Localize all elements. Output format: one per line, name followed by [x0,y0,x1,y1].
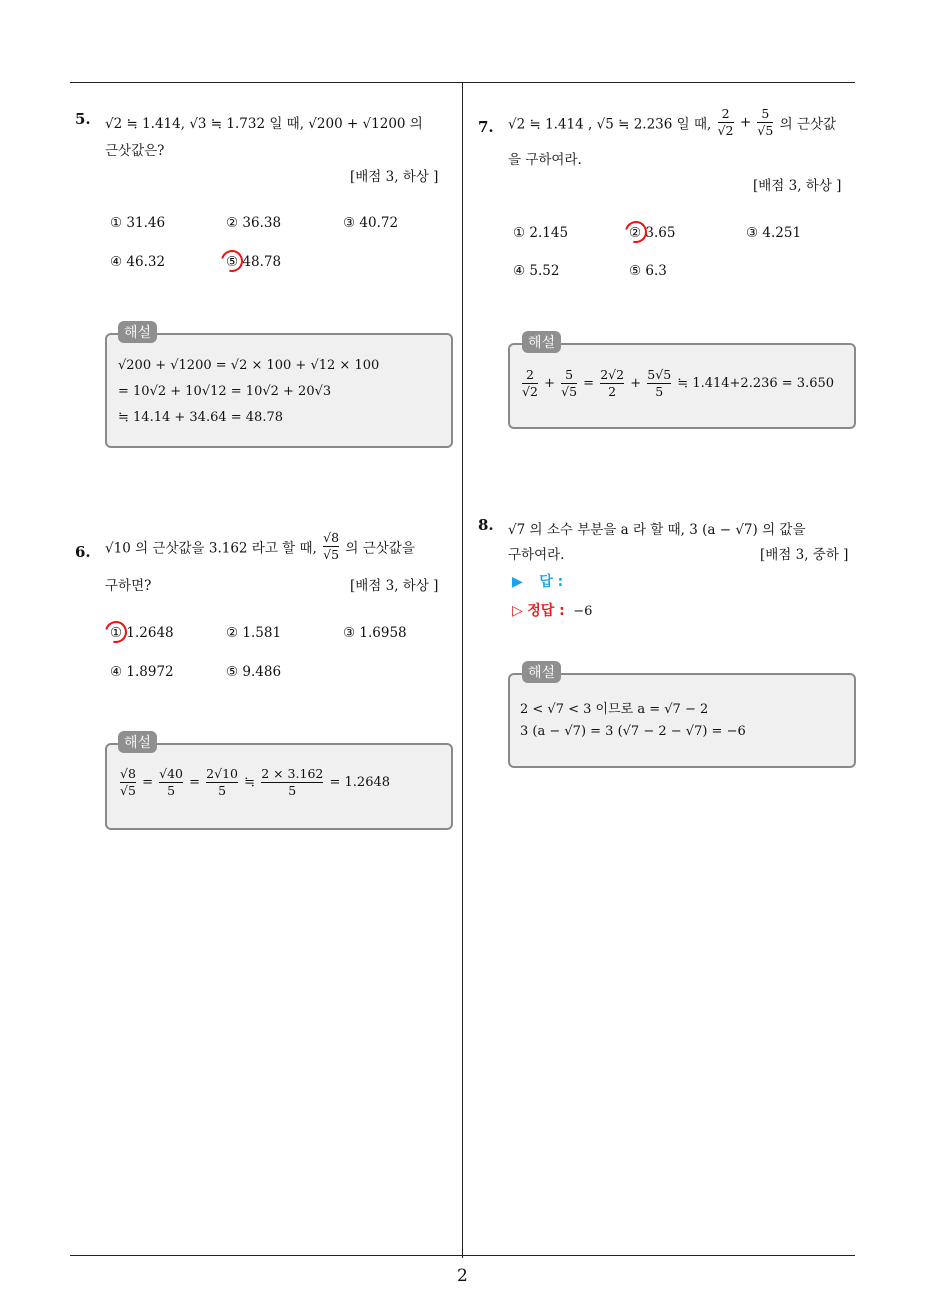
fraction [159,766,183,799]
operator: = [142,775,153,790]
fraction [647,367,671,400]
choice-1[interactable]: ① 31.46 [110,215,166,231]
question-text [105,530,415,563]
score-label: [배점 3, 하상 ] [753,178,842,194]
question-text-part: √2 ≒ 1.414 , √5 ≒ 2.236 일 때, [508,116,712,133]
choice-4[interactable]: ④ 5.52 [513,263,560,279]
choice-3[interactable]: ③ 4.251 [746,225,802,241]
solution-line: 3 (a − √7) = 3 (√7 − 2 − √7) = −6 [520,724,746,739]
solution-line: ≒ 14.14 + 34.64 = 48.78 [118,410,283,425]
fraction [323,530,339,563]
question-text [508,106,836,139]
fraction-numerator: 5√5 [647,367,672,382]
score-label: [배점 3, 하상 ] [350,169,439,185]
fraction [561,367,577,400]
selected-answer-circle [101,617,131,647]
question-number: 5. [75,110,91,128]
score-label: [배점 3, 중하 ] [760,547,849,563]
fraction [206,766,238,799]
fraction-denominator: √5 [323,547,340,562]
solution-line: √200 + √1200 = √2 × 100 + √12 × 100 [118,358,380,373]
correct-value: −6 [573,604,593,619]
fraction-denominator: 5 [261,782,323,799]
solution-box [508,673,856,768]
answer-label: 답 : [539,574,564,590]
fraction [757,106,773,139]
play-arrow-icon: ▶ [512,574,523,590]
fraction-denominator: 5 [159,782,183,799]
choice-3[interactable]: ③ 40.72 [343,215,399,231]
choice-5[interactable]: ⑤ 48.78 [226,254,282,270]
question-number: 7. [478,118,494,136]
choice-2[interactable]: ② 36.38 [226,215,282,231]
question-number: 6. [75,543,91,561]
fraction-numerator: √8 [323,530,340,545]
fraction [522,367,538,400]
selected-answer-circle [217,246,247,276]
question-text: 구하면? [105,578,152,594]
question-text: 근삿값은? [105,143,165,159]
choice-2[interactable]: ② 1.581 [226,625,282,641]
fraction-denominator: √5 [561,384,578,399]
operator: ≒ [244,775,256,790]
choice-1[interactable]: ① 1.2648 [110,625,174,641]
solution-line: 2 < √7 < 3 이므로 a = √7 − 2 [520,702,709,717]
solution-result: ≒ 1.414+2.236 = 3.650 [677,376,835,391]
fraction-numerator: 2√2 [600,367,625,382]
solution-line [118,766,390,799]
fraction-denominator: √5 [757,123,774,138]
fraction-numerator: √8 [120,766,136,781]
fraction-numerator: 2√10 [206,766,238,781]
operator: + [630,376,642,391]
fraction-denominator: √2 [717,123,734,138]
column-divider [462,83,463,1258]
question-text: √7 의 소수 부분을 a 라 할 때, 3 (a − √7) 의 값을 [508,522,806,538]
question-text-part: 의 근삿값 [779,116,837,133]
solution-result: = 1.2648 [329,775,391,790]
question-number: 8. [478,516,494,534]
answer-row[interactable] [512,571,563,591]
fraction-denominator: √5 [120,783,136,798]
fraction-numerator: √40 [159,766,183,781]
fraction-numerator: 5 [565,367,574,382]
choice-2[interactable]: ② 3.65 [629,225,676,241]
question-text: √2 ≒ 1.414, √3 ≒ 1.732 일 때, √200 + √1200 의 [105,116,423,132]
choice-5[interactable]: ⑤ 6.3 [629,263,667,279]
question-text-part: √10 의 근삿값을 3.162 라고 할 때, [105,540,317,557]
choice-5[interactable]: ⑤ 9.486 [226,664,282,680]
fraction [261,766,323,799]
bottom-rule [70,1255,855,1256]
solution-tag: 해설 [522,661,561,683]
fraction [718,106,734,139]
fraction-denominator: 5 [647,383,671,400]
choice-1[interactable]: ① 2.145 [513,225,569,241]
fraction-numerator: 2 [525,367,534,382]
solution-tag: 해설 [118,731,157,753]
outline-arrow-icon: ▷ [512,603,523,619]
fraction-denominator: 5 [206,782,238,799]
solution-tag: 해설 [522,331,561,353]
choice-3[interactable]: ③ 1.6958 [343,625,407,641]
operator: + [544,376,555,391]
score-label: [배점 3, 하상 ] [350,578,439,594]
selected-answer-circle [621,217,651,247]
operator: + [739,114,752,131]
correct-answer-row [512,600,592,620]
operator: = [583,376,595,391]
operator: = [189,775,201,790]
question-text: 을 구하여라. [508,152,582,168]
correct-label: 정답 : [527,603,565,619]
fraction-numerator: 5 [761,106,770,121]
solution-line: = 10√2 + 10√12 = 10√2 + 20√3 [118,384,332,399]
choice-4[interactable]: ④ 1.8972 [110,664,174,680]
fraction [600,367,624,400]
question-text: 구하여라. [508,547,565,563]
fraction-numerator: 2 × 3.162 [261,766,324,781]
fraction [120,766,136,799]
choice-4[interactable]: ④ 46.32 [110,254,166,270]
solution-tag: 해설 [118,321,157,343]
fraction-denominator: 2 [600,383,624,400]
fraction-denominator: √2 [522,384,538,399]
fraction-numerator: 2 [721,106,730,121]
question-text-part: 의 근삿값을 [345,540,415,557]
page-number: 2 [457,1266,468,1286]
solution-line [520,367,834,400]
